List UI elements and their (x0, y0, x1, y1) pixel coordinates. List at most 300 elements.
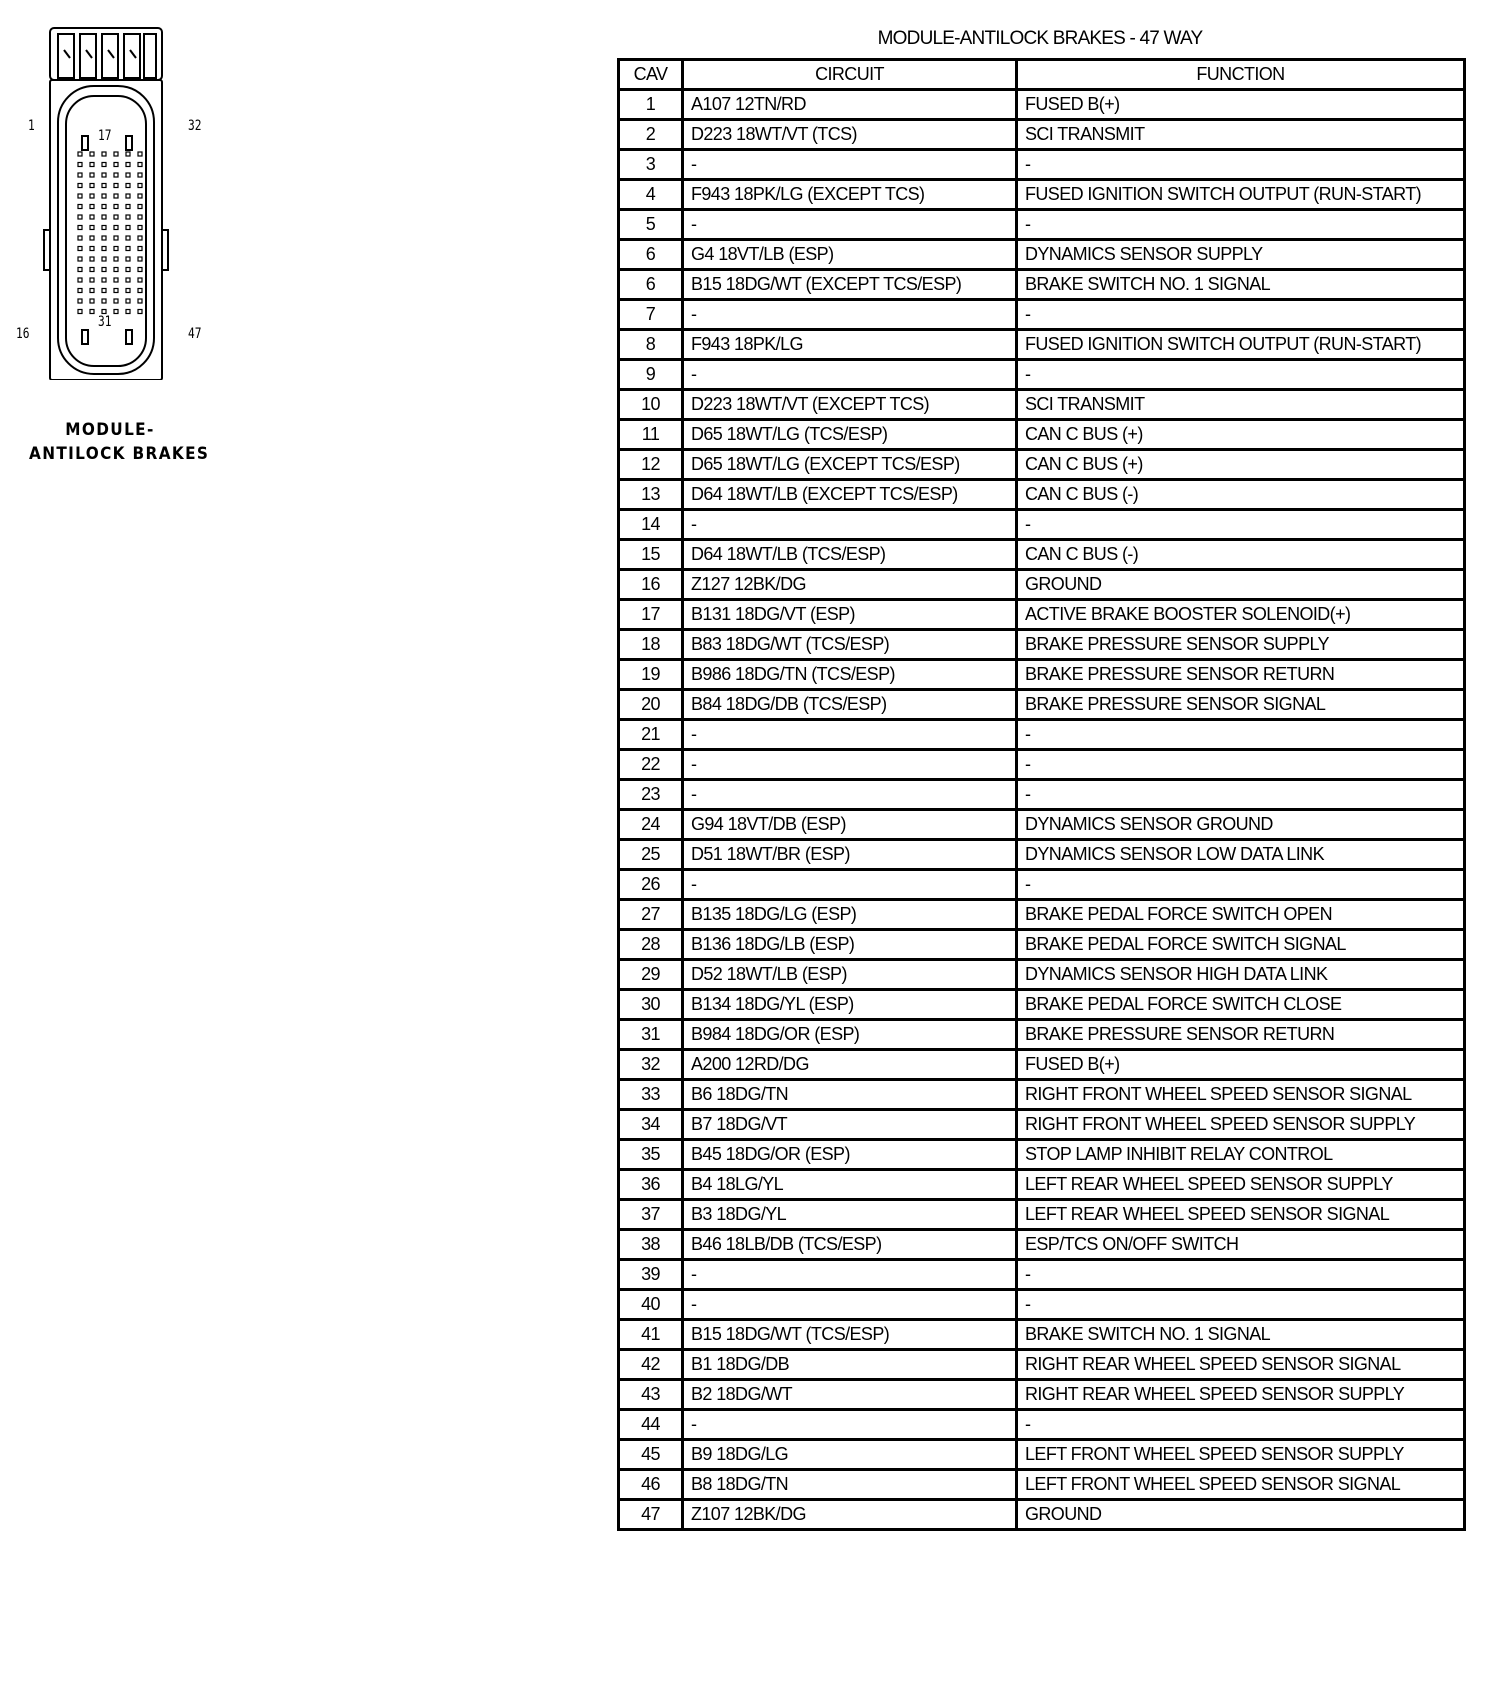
table-row (619, 300, 1465, 330)
cell-function: RIGHT FRONT WHEEL SPEED SENSOR SUPPLY (1017, 1110, 1465, 1140)
cell-function: CAN C BUS (+) (1017, 420, 1465, 450)
cell-cav: 36 (619, 1170, 683, 1200)
header-cav: CAV (619, 60, 683, 90)
table-row (619, 180, 1465, 210)
pin-cavity (114, 184, 118, 188)
pin-cavity (126, 278, 130, 282)
cell-circuit: B45 18DG/OR (ESP) (683, 1140, 1017, 1170)
cell-function: GROUND (1017, 1500, 1465, 1530)
pin-cavity (90, 278, 94, 282)
cell-cav: 43 (619, 1380, 683, 1410)
table-row (619, 1500, 1465, 1530)
cell-function: DYNAMICS SENSOR SUPPLY (1017, 240, 1465, 270)
cell-function: - (1017, 210, 1465, 240)
pin-cavity (126, 257, 130, 261)
pin-cavity (102, 215, 106, 219)
cell-function: LEFT REAR WHEEL SPEED SENSOR SUPPLY (1017, 1170, 1465, 1200)
table-row (619, 1440, 1465, 1470)
pin-cavity (114, 289, 118, 293)
cell-cav: 4 (619, 180, 683, 210)
cell-function: - (1017, 720, 1465, 750)
pin-cavity (78, 247, 82, 251)
pin-label-1: 1 (28, 118, 35, 134)
pin-cavity (78, 299, 82, 303)
table-row (619, 1230, 1465, 1260)
cell-cav: 6 (619, 240, 683, 270)
cell-function: BRAKE PEDAL FORCE SWITCH CLOSE (1017, 990, 1465, 1020)
table-row (619, 420, 1465, 450)
pin-cavity (126, 247, 130, 251)
cell-circuit: Z107 12BK/DG (683, 1500, 1017, 1530)
pin-cavity (114, 226, 118, 230)
table-row (619, 270, 1465, 300)
cell-cav: 1 (619, 90, 683, 120)
cell-cav: 35 (619, 1140, 683, 1170)
cell-circuit: - (683, 1410, 1017, 1440)
pinout-table (617, 58, 1466, 1531)
cell-function: FUSED B(+) (1017, 1050, 1465, 1080)
cell-function: CAN C BUS (-) (1017, 480, 1465, 510)
pin-cavity (114, 194, 118, 198)
table-row (619, 750, 1465, 780)
cell-function: RIGHT FRONT WHEEL SPEED SENSOR SIGNAL (1017, 1080, 1465, 1110)
cell-cav: 25 (619, 840, 683, 870)
cell-function: - (1017, 870, 1465, 900)
pin-cavity (138, 299, 142, 303)
cell-circuit: B46 18LB/DB (TCS/ESP) (683, 1230, 1017, 1260)
table-row (619, 90, 1465, 120)
cell-circuit: B15 18DG/WT (TCS/ESP) (683, 1320, 1017, 1350)
cell-function: FUSED IGNITION SWITCH OUTPUT (RUN-START) (1017, 330, 1465, 360)
cell-circuit: - (683, 870, 1017, 900)
pin-cavity (78, 184, 82, 188)
pin-cavity (114, 236, 118, 240)
pin-cavity (90, 163, 94, 167)
pin-cavity (138, 152, 142, 156)
pin-cavity (78, 268, 82, 272)
cell-function: LEFT REAR WHEEL SPEED SENSOR SIGNAL (1017, 1200, 1465, 1230)
table-row (619, 1380, 1465, 1410)
cell-cav: 21 (619, 720, 683, 750)
cell-function: - (1017, 1410, 1465, 1440)
cell-function: ESP/TCS ON/OFF SWITCH (1017, 1230, 1465, 1260)
cell-circuit: B9 18DG/LG (683, 1440, 1017, 1470)
pin-cavity (114, 215, 118, 219)
pin-cavity (90, 226, 94, 230)
pin-cavity (114, 310, 118, 314)
cell-cav: 20 (619, 690, 683, 720)
pin-cavity (138, 268, 142, 272)
pin-cavity (90, 215, 94, 219)
pin-cavity (90, 299, 94, 303)
cell-function: RIGHT REAR WHEEL SPEED SENSOR SIGNAL (1017, 1350, 1465, 1380)
cell-circuit: D223 18WT/VT (EXCEPT TCS) (683, 390, 1017, 420)
cell-cav: 47 (619, 1500, 683, 1530)
table-row (619, 480, 1465, 510)
pin-cavity (90, 268, 94, 272)
cell-function: SCI TRANSMIT (1017, 120, 1465, 150)
cell-circuit: A200 12RD/DG (683, 1050, 1017, 1080)
pin-cavity (138, 173, 142, 177)
pin-cavity (90, 236, 94, 240)
cell-cav: 33 (619, 1080, 683, 1110)
table-row (619, 1350, 1465, 1380)
cell-cav: 3 (619, 150, 683, 180)
cell-circuit: A107 12TN/RD (683, 90, 1017, 120)
table-row (619, 1020, 1465, 1050)
cell-circuit: B84 18DG/DB (TCS/ESP) (683, 690, 1017, 720)
cell-function: BRAKE SWITCH NO. 1 SIGNAL (1017, 270, 1465, 300)
pin-label-47: 47 (188, 326, 202, 342)
cell-cav: 38 (619, 1230, 683, 1260)
table-row (619, 900, 1465, 930)
cell-circuit: B136 18DG/LB (ESP) (683, 930, 1017, 960)
cell-function: DYNAMICS SENSOR GROUND (1017, 810, 1465, 840)
cell-cav: 29 (619, 960, 683, 990)
pin-cavity (78, 236, 82, 240)
pin-cavity (102, 268, 106, 272)
table-row (619, 1470, 1465, 1500)
table-row (619, 930, 1465, 960)
cell-circuit: B4 18LG/YL (683, 1170, 1017, 1200)
pin-cavity (138, 278, 142, 282)
cell-circuit: B1 18DG/DB (683, 1350, 1017, 1380)
cell-circuit: F943 18PK/LG (683, 330, 1017, 360)
cell-cav: 9 (619, 360, 683, 390)
pin-cavity (78, 173, 82, 177)
cell-cav: 37 (619, 1200, 683, 1230)
table-row (619, 240, 1465, 270)
table-row (619, 1290, 1465, 1320)
cell-function: GROUND (1017, 570, 1465, 600)
cell-function: - (1017, 150, 1465, 180)
cell-cav: 22 (619, 750, 683, 780)
cell-cav: 5 (619, 210, 683, 240)
cell-cav: 18 (619, 630, 683, 660)
pin-cavity (126, 289, 130, 293)
cell-cav: 34 (619, 1110, 683, 1140)
pin-cavity (138, 257, 142, 261)
connector-diagram (10, 20, 210, 380)
pin-cavity (114, 268, 118, 272)
pin-cavity (126, 205, 130, 209)
cell-circuit: - (683, 300, 1017, 330)
table-header-row (619, 60, 1465, 90)
pin-cavity (78, 310, 82, 314)
cell-cav: 12 (619, 450, 683, 480)
pin-cavity (78, 278, 82, 282)
cell-function: - (1017, 1260, 1465, 1290)
cell-cav: 42 (619, 1350, 683, 1380)
pin-cavity (78, 226, 82, 230)
pin-cavity (138, 205, 142, 209)
pin-cavity (102, 163, 106, 167)
pin-cavity (126, 152, 130, 156)
pin-cavity (78, 257, 82, 261)
pin-cavity (90, 184, 94, 188)
table-row (619, 1050, 1465, 1080)
cell-cav: 15 (619, 540, 683, 570)
cell-circuit: B8 18DG/TN (683, 1470, 1017, 1500)
table-row (619, 630, 1465, 660)
cell-function: BRAKE PRESSURE SENSOR RETURN (1017, 660, 1465, 690)
cell-function: - (1017, 750, 1465, 780)
pin-cavity (90, 310, 94, 314)
table-row (619, 810, 1465, 840)
caption-line-1: MODULE- (65, 420, 155, 440)
cell-cav: 10 (619, 390, 683, 420)
pin-cavity (126, 163, 130, 167)
pin-cavity (114, 152, 118, 156)
pin-cavity (78, 289, 82, 293)
table-row (619, 570, 1465, 600)
cell-cav: 6 (619, 270, 683, 300)
table-row (619, 1410, 1465, 1440)
pin-cavity (138, 184, 142, 188)
table-title: MODULE-ANTILOCK BRAKES - 47 WAY (877, 28, 1203, 49)
cell-circuit: B135 18DG/LG (ESP) (683, 900, 1017, 930)
cell-circuit: Z127 12BK/DG (683, 570, 1017, 600)
cell-function: - (1017, 300, 1465, 330)
cell-circuit: - (683, 720, 1017, 750)
pin-cavity (114, 257, 118, 261)
table-row (619, 990, 1465, 1020)
table-row (619, 660, 1465, 690)
cell-circuit: - (683, 510, 1017, 540)
pin-cavity (138, 194, 142, 198)
cell-circuit: - (683, 1260, 1017, 1290)
cell-cav: 46 (619, 1470, 683, 1500)
pin-cavity (126, 194, 130, 198)
cell-circuit: - (683, 1290, 1017, 1320)
cell-function: - (1017, 360, 1465, 390)
pin-cavity (102, 194, 106, 198)
cell-function: - (1017, 780, 1465, 810)
cell-cav: 28 (619, 930, 683, 960)
pin-cavity (114, 173, 118, 177)
cell-circuit: D64 18WT/LB (TCS/ESP) (683, 540, 1017, 570)
pin-cavity (90, 247, 94, 251)
header-circuit: CIRCUIT (683, 60, 1017, 90)
pin-cavity (114, 278, 118, 282)
cell-circuit: B7 18DG/VT (683, 1110, 1017, 1140)
cell-circuit: B6 18DG/TN (683, 1080, 1017, 1110)
table-row (619, 540, 1465, 570)
cell-cav: 17 (619, 600, 683, 630)
cell-function: STOP LAMP INHIBIT RELAY CONTROL (1017, 1140, 1465, 1170)
connector-caption (29, 418, 210, 466)
cell-circuit: - (683, 150, 1017, 180)
pin-cavity (114, 205, 118, 209)
pin-cavity (126, 226, 130, 230)
cell-function: DYNAMICS SENSOR HIGH DATA LINK (1017, 960, 1465, 990)
table-row (619, 1110, 1465, 1140)
cell-function: BRAKE PRESSURE SENSOR SUPPLY (1017, 630, 1465, 660)
cell-cav: 31 (619, 1020, 683, 1050)
pin-cavity (138, 215, 142, 219)
table-row (619, 450, 1465, 480)
table-row (619, 150, 1465, 180)
pin-cavity (126, 215, 130, 219)
pin-cavity (138, 163, 142, 167)
pin-label-32: 32 (188, 118, 202, 134)
pin-cavity (102, 152, 106, 156)
table-row (619, 210, 1465, 240)
cell-circuit: B15 18DG/WT (EXCEPT TCS/ESP) (683, 270, 1017, 300)
cell-circuit: D223 18WT/VT (TCS) (683, 120, 1017, 150)
pin-cavity (114, 163, 118, 167)
cell-function: DYNAMICS SENSOR LOW DATA LINK (1017, 840, 1465, 870)
pin-cavity (102, 173, 106, 177)
cell-function: CAN C BUS (+) (1017, 450, 1465, 480)
pin-cavity (114, 299, 118, 303)
cell-circuit: D52 18WT/LB (ESP) (683, 960, 1017, 990)
table-row (619, 360, 1465, 390)
cell-cav: 2 (619, 120, 683, 150)
cell-function: RIGHT REAR WHEEL SPEED SENSOR SUPPLY (1017, 1380, 1465, 1410)
table-row (619, 1080, 1465, 1110)
pin-label-17: 17 (98, 128, 112, 144)
cell-function: BRAKE SWITCH NO. 1 SIGNAL (1017, 1320, 1465, 1350)
pin-cavity (126, 184, 130, 188)
pin-cavity (102, 205, 106, 209)
pin-label-16: 16 (16, 326, 30, 342)
pin-cavity (126, 268, 130, 272)
cell-circuit: G94 18VT/DB (ESP) (683, 810, 1017, 840)
pin-cavity (102, 289, 106, 293)
cell-function: SCI TRANSMIT (1017, 390, 1465, 420)
cell-circuit: - (683, 210, 1017, 240)
cell-cav: 8 (619, 330, 683, 360)
table-row (619, 1200, 1465, 1230)
table-row (619, 1140, 1465, 1170)
cell-function: LEFT FRONT WHEEL SPEED SENSOR SIGNAL (1017, 1470, 1465, 1500)
pin-cavity (102, 257, 106, 261)
pin-cavity (78, 205, 82, 209)
cell-cav: 30 (619, 990, 683, 1020)
pin-cavity (138, 289, 142, 293)
cell-circuit: D65 18WT/LG (TCS/ESP) (683, 420, 1017, 450)
cell-cav: 40 (619, 1290, 683, 1320)
cell-function: BRAKE PRESSURE SENSOR SIGNAL (1017, 690, 1465, 720)
cell-function: - (1017, 510, 1465, 540)
cell-cav: 24 (619, 810, 683, 840)
cell-function: BRAKE PEDAL FORCE SWITCH OPEN (1017, 900, 1465, 930)
table-row (619, 330, 1465, 360)
table-row (619, 780, 1465, 810)
pin-cavity (126, 310, 130, 314)
cell-function: - (1017, 1290, 1465, 1320)
cell-circuit: B83 18DG/WT (TCS/ESP) (683, 630, 1017, 660)
pin-cavity (138, 226, 142, 230)
cell-cav: 23 (619, 780, 683, 810)
cell-cav: 13 (619, 480, 683, 510)
cell-cav: 32 (619, 1050, 683, 1080)
cell-circuit: D64 18WT/LB (EXCEPT TCS/ESP) (683, 480, 1017, 510)
cell-cav: 45 (619, 1440, 683, 1470)
cell-cav: 19 (619, 660, 683, 690)
pin-cavity (102, 278, 106, 282)
pin-cavity (90, 257, 94, 261)
table-row (619, 720, 1465, 750)
cell-cav: 44 (619, 1410, 683, 1440)
cell-cav: 11 (619, 420, 683, 450)
table-row (619, 390, 1465, 420)
pin-cavity (138, 310, 142, 314)
pin-cavity (78, 163, 82, 167)
pin-cavity (138, 236, 142, 240)
cell-function: LEFT FRONT WHEEL SPEED SENSOR SUPPLY (1017, 1440, 1465, 1470)
cell-circuit: B3 18DG/YL (683, 1200, 1017, 1230)
table-row (619, 870, 1465, 900)
cell-function: ACTIVE BRAKE BOOSTER SOLENOID(+) (1017, 600, 1465, 630)
cell-function: BRAKE PEDAL FORCE SWITCH SIGNAL (1017, 930, 1465, 960)
cell-circuit: B134 18DG/YL (ESP) (683, 990, 1017, 1020)
table-row (619, 1260, 1465, 1290)
pin-cavity (102, 184, 106, 188)
pin-cavity (114, 247, 118, 251)
pin-cavity (138, 247, 142, 251)
pin-cavity (90, 194, 94, 198)
cell-cav: 16 (619, 570, 683, 600)
cell-circuit: B2 18DG/WT (683, 1380, 1017, 1410)
table-row (619, 1320, 1465, 1350)
cell-circuit: - (683, 750, 1017, 780)
cell-circuit: D51 18WT/BR (ESP) (683, 840, 1017, 870)
pin-cavity (102, 226, 106, 230)
table-row (619, 510, 1465, 540)
pin-label-31: 31 (98, 314, 112, 330)
cell-circuit: F943 18PK/LG (EXCEPT TCS) (683, 180, 1017, 210)
pin-cavity (102, 247, 106, 251)
pin-cavity (126, 173, 130, 177)
table-row (619, 1170, 1465, 1200)
cell-function: FUSED IGNITION SWITCH OUTPUT (RUN-START) (1017, 180, 1465, 210)
pin-cavity (102, 299, 106, 303)
pin-cavity (90, 205, 94, 209)
cell-cav: 14 (619, 510, 683, 540)
cell-circuit: B984 18DG/OR (ESP) (683, 1020, 1017, 1050)
cell-circuit: B986 18DG/TN (TCS/ESP) (683, 660, 1017, 690)
pin-cavity (126, 236, 130, 240)
pin-cavity (78, 152, 82, 156)
cell-cav: 27 (619, 900, 683, 930)
pin-cavity (90, 289, 94, 293)
cell-circuit: - (683, 780, 1017, 810)
table-row (619, 840, 1465, 870)
table-row (619, 120, 1465, 150)
table-row (619, 960, 1465, 990)
pin-cavity (126, 299, 130, 303)
cell-function: FUSED B(+) (1017, 90, 1465, 120)
cell-circuit: - (683, 360, 1017, 390)
pin-cavity (78, 215, 82, 219)
cell-cav: 39 (619, 1260, 683, 1290)
caption-line-2: ANTILOCK BRAKES (29, 444, 210, 464)
cell-cav: 26 (619, 870, 683, 900)
pin-cavity (90, 152, 94, 156)
cell-circuit: G4 18VT/LB (ESP) (683, 240, 1017, 270)
table-row (619, 690, 1465, 720)
cell-function: BRAKE PRESSURE SENSOR RETURN (1017, 1020, 1465, 1050)
pin-cavity (102, 310, 106, 314)
pin-cavity (90, 173, 94, 177)
cell-cav: 41 (619, 1320, 683, 1350)
header-function: FUNCTION (1017, 60, 1465, 90)
cell-cav: 7 (619, 300, 683, 330)
cell-circuit: D65 18WT/LG (EXCEPT TCS/ESP) (683, 450, 1017, 480)
cell-circuit: B131 18DG/VT (ESP) (683, 600, 1017, 630)
